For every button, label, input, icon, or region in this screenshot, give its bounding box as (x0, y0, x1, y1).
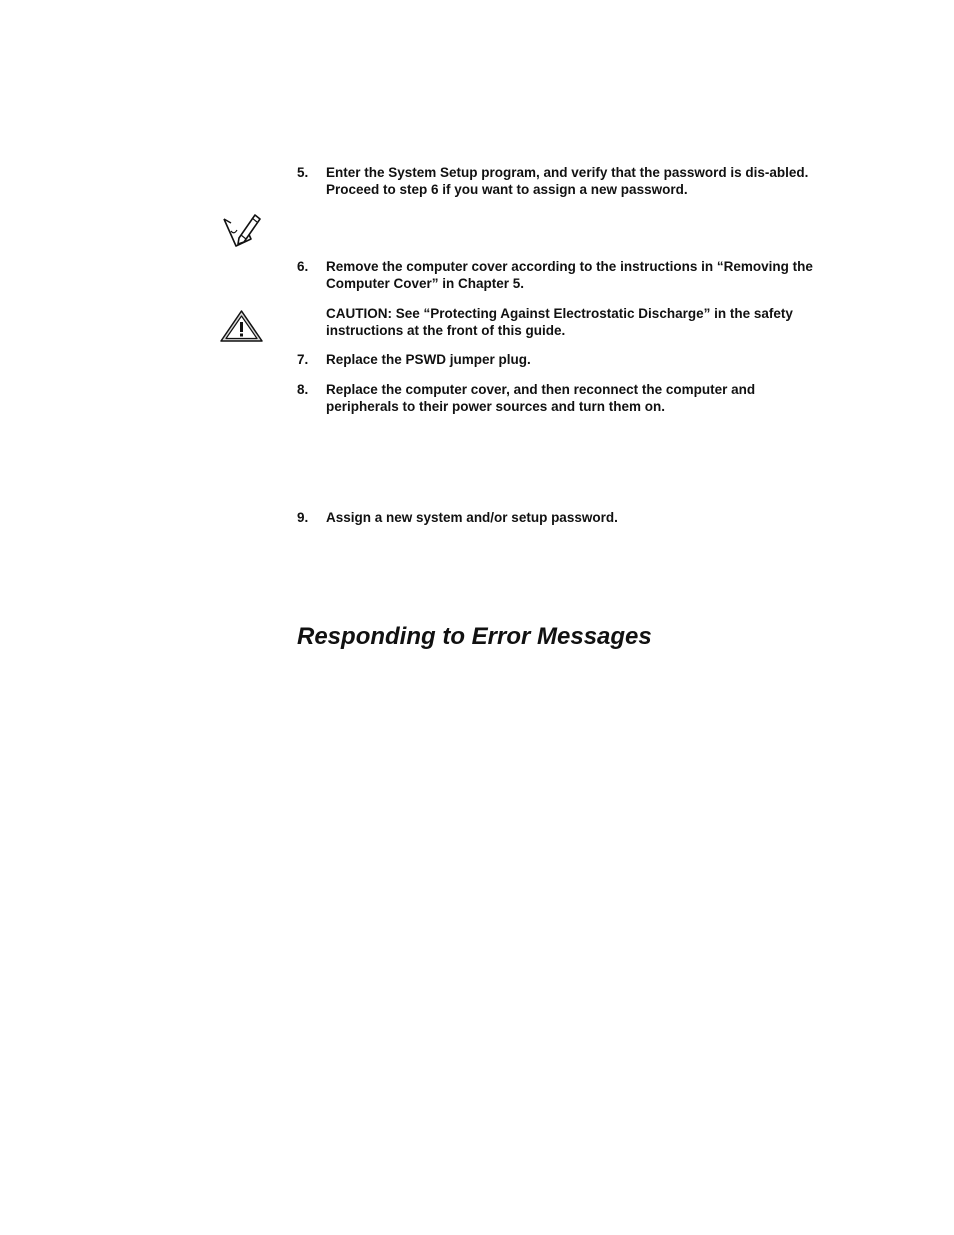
step-number: 7. (297, 352, 309, 367)
step-6 (297, 258, 837, 292)
step-text: Assign a new system and/or setup password. (326, 510, 618, 525)
step-text: Remove the computer cover according to the instructions in “Removing the Computer Cover” in Chapter 5. (326, 259, 813, 291)
caution-triangle-icon (219, 309, 264, 343)
step-number: 6. (297, 259, 309, 274)
step-7 (297, 351, 837, 368)
step-number: 9. (297, 510, 309, 525)
step-9 (297, 509, 837, 526)
note-pencil-icon (222, 213, 262, 249)
step-text: Replace the PSWD jumper plug. (326, 352, 531, 367)
step-number: 5. (297, 165, 309, 180)
step-text: Enter the System Setup program, and verify that the password is dis-abled. Proceed to step 6 if you want to assign a new password. (326, 165, 809, 197)
step-8 (297, 381, 837, 415)
step-5 (297, 164, 837, 198)
caution-text: CAUTION: See “Protecting Against Electrostatic Discharge” in the safety instructions at the front of this guide. (326, 306, 793, 338)
step-text: Replace the computer cover, and then reconnect the computer and peripherals to their power sources and turn them on. (326, 382, 756, 414)
step-number: 8. (297, 382, 309, 397)
section-heading: Responding to Error Messages (297, 623, 652, 650)
